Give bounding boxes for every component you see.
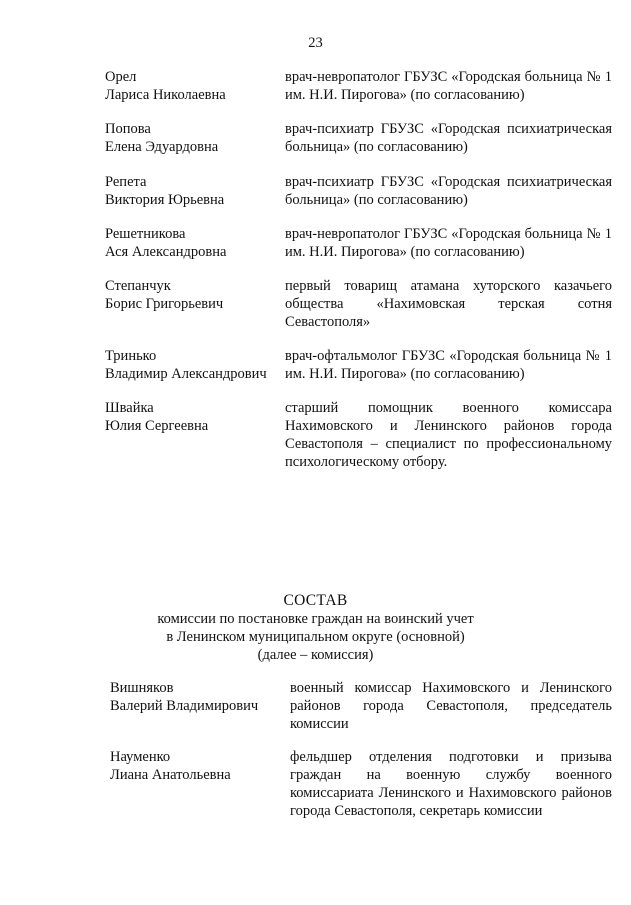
member-given-name: Лиана Анатольевна [110,767,231,783]
member-surname: Науменко [110,749,171,765]
member-role: врач-психиатр ГБУЗС «Городская психиатрическая больница» (по согласованию) [285,121,612,155]
member-surname: Решетникова [105,226,186,242]
member-name [105,173,280,209]
member-given-name: Юлия Сергеевна [105,418,209,434]
member-surname: Попова [105,121,151,137]
member-given-name: Владимир Александрович [105,366,267,382]
member-surname: Тринько [105,348,157,364]
page-number: 23 [308,35,323,51]
member-surname: Степанчук [105,278,171,294]
member-role: фельдшер отделения подготовки и призыва граждан на военную службу военного комиссариата Ленинского и Нахимовского районов города Севастополя, секретарь комиссии [290,749,612,819]
member-surname: Орел [105,69,137,85]
member-role: первый товарищ атамана хуторского казачьего общества «Нахимовская терская сотня Севастополя» [285,278,612,330]
member-given-name: Лариса Николаевна [105,87,226,103]
member-name [105,120,280,156]
member-role: врач-невропатолог ГБУЗС «Городская больница № 1 им. Н.И. Пирогова» (по согласованию) [285,69,612,103]
heading-line: (далее – комиссия) [257,647,374,663]
member-given-name: Виктория Юрьевна [105,192,225,208]
member-given-name: Елена Эдуардовна [105,139,219,155]
member-surname: Швайка [105,400,154,416]
member-name [110,679,285,715]
member-role: старший помощник военного комиссара Нахимовского и Ленинского районов города Севастополя – специалист по профессиональному психологическому отбору. [285,400,612,470]
member-role: врач-офтальмолог ГБУЗС «Городская больница № 1 им. Н.И. Пирогова» (по согласованию) [285,348,612,382]
member-role: врач-невропатолог ГБУЗС «Городская больница № 1 им. Н.И. Пирогова» (по согласованию) [285,226,612,260]
member-given-name: Борис Григорьевич [105,296,224,312]
section-heading [0,592,631,664]
member-name [105,225,280,261]
member-given-name: Валерий Владимирович [110,698,259,714]
member-given-name: Ася Александровна [105,244,227,260]
heading-line: комиссии по постановке граждан на воинский учет [157,611,474,627]
member-name [105,347,280,383]
member-surname: Репета [105,174,147,190]
member-name [110,748,285,784]
member-role: врач-психиатр ГБУЗС «Городская психиатрическая больница» (по согласованию) [285,174,612,208]
heading-line: в Ленинском муниципальном округе (основной) [166,629,465,645]
member-role: военный комиссар Нахимовского и Ленинского районов города Севастополя, председатель комиссии [290,680,612,732]
member-name [105,399,280,435]
member-name [105,68,280,104]
member-name [105,277,280,313]
member-surname: Вишняков [110,680,174,696]
heading-title: СОСТАВ [283,592,348,609]
